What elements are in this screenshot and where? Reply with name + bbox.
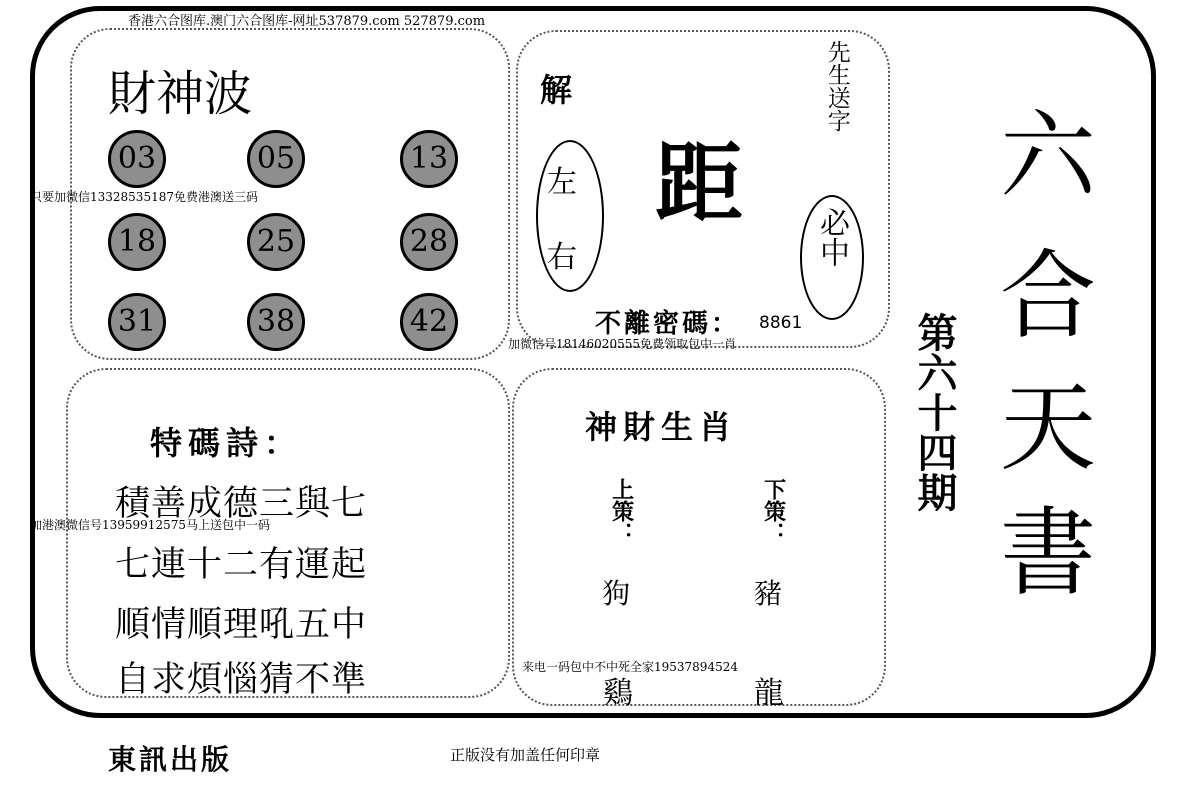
wechat-note-2: 加微信号18146020555免费领取包中一肖 bbox=[508, 337, 736, 351]
header-site-text: 香港六合图库.澳门六合图库-网址537879.com 527879.com bbox=[128, 14, 486, 29]
number-ball: 38 bbox=[247, 293, 305, 351]
code-value: 8861 bbox=[759, 313, 803, 333]
lower-animal: 豬 bbox=[754, 577, 783, 610]
zodiac-title: 神財生肖 bbox=[585, 408, 738, 446]
number-ball: 05 bbox=[247, 130, 305, 188]
poem-line: 積善成德三與七 bbox=[115, 484, 368, 524]
number-ball: 13 bbox=[400, 130, 458, 188]
right-char: 右 bbox=[547, 240, 577, 275]
code-label: 不離密碼： bbox=[595, 309, 741, 339]
upper-animal: 狗 bbox=[602, 577, 631, 610]
upper-strategy-label: 上策： bbox=[608, 478, 634, 544]
wechat-note-3: 加港澳微信号13959912575马上送包中一码 bbox=[30, 518, 270, 532]
issue-number: 第六十四期 bbox=[911, 312, 957, 512]
left-char: 左 bbox=[547, 165, 577, 200]
number-ball: 31 bbox=[108, 293, 166, 351]
publisher-label: 東訊出版 bbox=[108, 743, 233, 776]
mr-sends-text: 先生送字 bbox=[823, 40, 850, 132]
number-ball: 42 bbox=[400, 293, 458, 351]
poem-line: 自求煩惱猜不準 bbox=[115, 660, 368, 700]
riddle-big-char: 距 bbox=[655, 132, 744, 235]
wechat-note-1: 只要加微信13328535187免费港澳送三码 bbox=[30, 190, 258, 204]
number-ball: 25 bbox=[247, 213, 305, 271]
poem-title: 特碼詩： bbox=[150, 424, 303, 462]
lower-strategy-label: 下策： bbox=[760, 478, 786, 544]
number-ball: 03 bbox=[108, 130, 166, 188]
wechat-note-4: 来电一码包中不中死全家19537894524 bbox=[522, 660, 738, 674]
bottom-animal-right: 龍 bbox=[754, 676, 784, 711]
number-ball: 18 bbox=[108, 213, 166, 271]
number-ball: 28 bbox=[400, 213, 458, 271]
solve-label: 解 bbox=[540, 71, 573, 109]
poem-line: 順情順理吼五中 bbox=[115, 605, 368, 645]
bi-zhong-text: 必中 bbox=[814, 207, 849, 267]
poem-line: 七連十二有運起 bbox=[115, 545, 368, 585]
big-title-char: 合 bbox=[1000, 240, 1096, 352]
big-title-char: 書 bbox=[1000, 497, 1096, 609]
big-title-char: 天 bbox=[1000, 372, 1096, 484]
footer-note: 正版没有加盖任何印章 bbox=[450, 746, 601, 764]
big-title-char: 六 bbox=[1000, 100, 1096, 212]
wealth-wave-title: 財神波 bbox=[108, 66, 253, 122]
bottom-animal-left: 鷄 bbox=[603, 676, 633, 711]
